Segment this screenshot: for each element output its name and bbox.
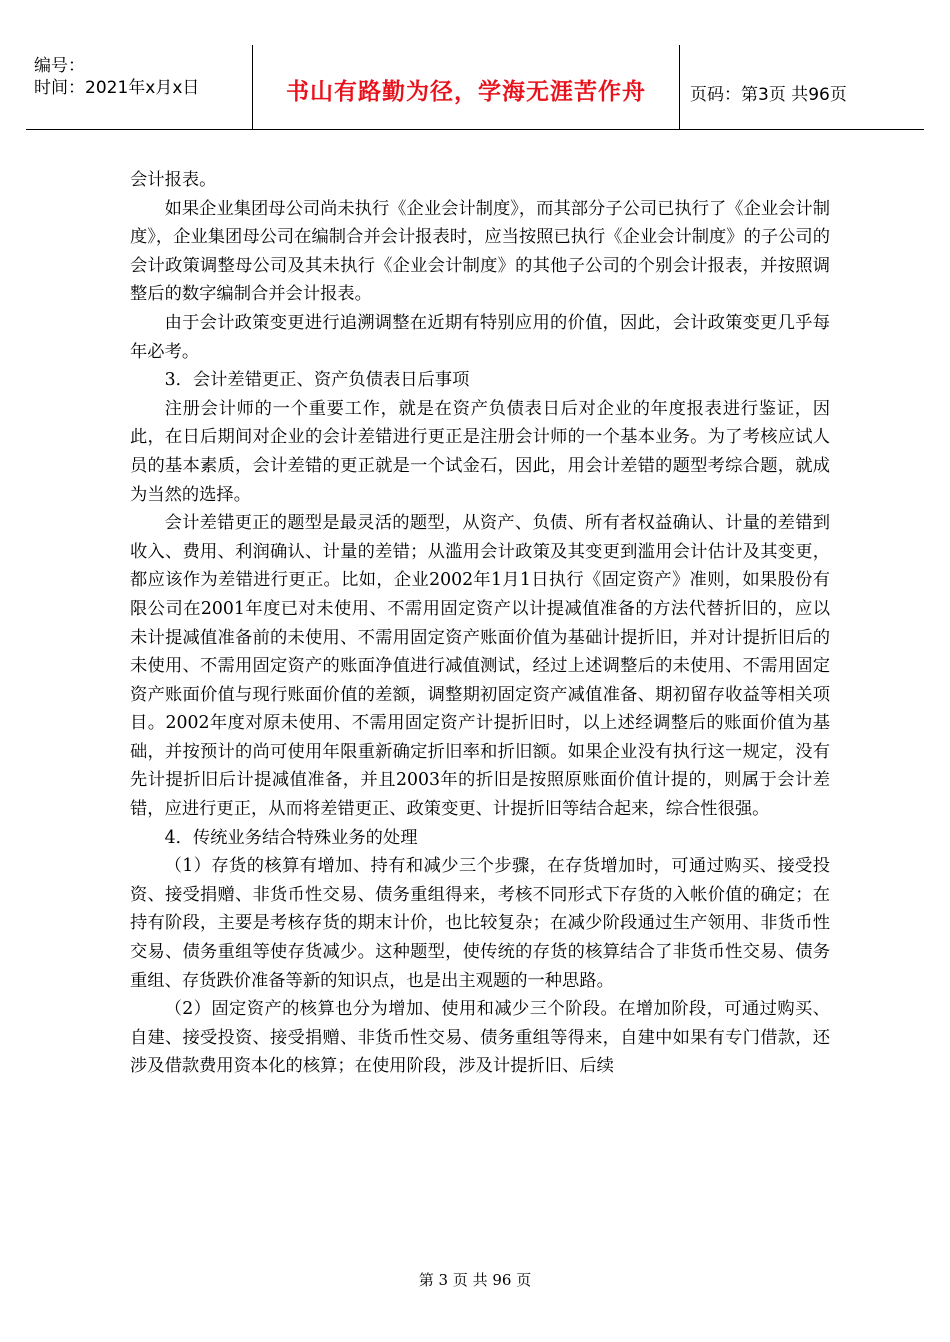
header-page-mid: 页 共 xyxy=(768,85,809,105)
document-body xyxy=(130,166,830,1081)
paragraph: 会计报表。 xyxy=(130,170,217,190)
page-header xyxy=(26,45,924,130)
header-page-prefix: 页码：第 xyxy=(690,85,758,105)
paragraph: （1）存货的核算有增加、持有和减少三个步骤，在存货增加时，可通过购买、接受投资、接受捐赠、非货币性交易、债务重组得来，考核不同形式下存货的入帐价值的确定；在持有阶段，主要是考核存货的期末计价，也比较复杂；在减少阶段通过生产领用、非货币性交易、债务重组等使存货减少。这种题型，使传统的存货的核算结合了非货币性交易、债务重组、存货跌价准备等新的知识点，也是出主观题的一种思路。 xyxy=(130,856,830,991)
header-meta xyxy=(34,55,199,99)
footer-current-page: 3 xyxy=(438,1271,449,1289)
header-page-current: 3 xyxy=(758,85,769,105)
paragraph: 会计差错更正的题型是最灵活的题型，从资产、负债、所有者权益确认、计量的差错到收入、费用、利润确认、计量的差错；从滥用会计政策及其变更到滥用会计估计及其变更，都应该作为差错进行更正。比如，企业2002年1月1日执行《固定资产》准则，如果股份有限公司在2001年度已对未使用、不需用固定资产以计提减值准备的方法代替折旧的，应以未计提减值准备前的未使用、不需用固定资产账面价值为基础计提折旧，并对计提折旧后的未使用、不需用固定资产的账面净值进行减值测试，经过上述调整后的未使用、不需用固定资产账面价值与现行账面价值的差额，调整期初固定资产减值准备、期初留存收益等相关项目。2002年度对原未使用、不需用固定资产计提折旧时，以上述经调整后的账面价值为基础，并按预计的尚可使用年限重新确定折旧率和折旧额。如果企业没有执行这一规定，没有先计提折旧后计提减值准备，并且2003年的折旧是按照原账面价值计提的，则属于会计差错，应进行更正，从而将差错更正、政策变更、计提折旧等结合起来，综合性很强。 xyxy=(130,513,830,820)
header-page-suffix: 页 xyxy=(829,85,847,105)
footer-mid: 页 共 xyxy=(452,1271,488,1289)
header-page-indicator xyxy=(690,80,847,105)
document-number-label: 编号： xyxy=(34,56,85,76)
header-page-total: 96 xyxy=(808,85,830,105)
paragraph: 如果企业集团母公司尚未执行《企业会计制度》，而其部分子公司已执行了《企业会计制度》，企业集团母公司在编制合并会计报表时，应当按照已执行《企业会计制度》的子公司的会计政策调整母公司及其未执行《企业会计制度》的其他子公司的个别会计报表，并按照调整后的数字编制合并会计报表。 xyxy=(130,198,830,305)
paragraph: 注册会计师的一个重要工作，就是在资产负债表日后对企业的年度报表进行鉴证，因此，在日后期间对企业的会计差错进行更正是注册会计师的一个基本业务。为了考核应试人员的基本素质，会计差错的更正就是一个试金石，因此，用会计差错的题型考综合题，就成为当然的选择。 xyxy=(130,398,830,505)
header-divider xyxy=(252,45,253,129)
footer-suffix: 页 xyxy=(516,1271,532,1289)
document-date: 时间：2021年x月x日 xyxy=(34,78,200,98)
header-divider xyxy=(679,45,680,129)
page-footer xyxy=(0,1269,950,1290)
footer-total-pages: 96 xyxy=(492,1271,512,1289)
footer-prefix: 第 xyxy=(418,1271,434,1289)
header-motto: 书山有路勤为径，学海无涯苦作舟 xyxy=(286,79,646,105)
paragraph: 由于会计政策变更进行追溯调整在近期有特别应用的价值，因此，会计政策变更几乎每年必考。 xyxy=(130,312,830,362)
section-heading: 3．会计差错更正、资产负债表日后事项 xyxy=(164,370,470,391)
paragraph: （2）固定资产的核算也分为增加、使用和减少三个阶段。在增加阶段，可通过购买、自建、接受投资、接受捐赠、非货币性交易、债务重组等得来，自建中如果有专门借款，还涉及借款费用资本化的核算；在使用阶段，涉及计提折旧、后续 xyxy=(130,999,830,1077)
section-heading: 4．传统业务结合特殊业务的处理 xyxy=(164,827,418,848)
